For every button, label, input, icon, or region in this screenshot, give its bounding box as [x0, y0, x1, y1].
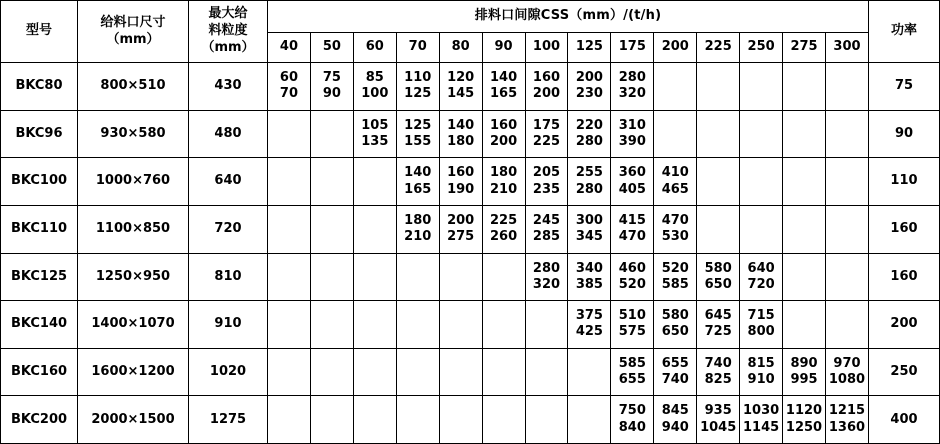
cell-capacity-empty	[825, 205, 868, 253]
cell-feed-opening: 1000×760	[78, 158, 189, 206]
cell-model: BKC80	[1, 63, 78, 111]
cell-capacity-empty	[396, 301, 439, 349]
capacity-min: 85	[365, 70, 384, 86]
cell-power: 90	[869, 110, 940, 158]
capacity-max: 180	[447, 133, 475, 149]
capacity-min: 255	[575, 165, 603, 181]
cell-power: 110	[869, 158, 940, 206]
cell-capacity	[525, 110, 568, 158]
capacity-min: 140	[490, 70, 518, 86]
capacity-min: 470	[661, 212, 689, 228]
header-css-200: 200	[654, 33, 697, 63]
capacity-max: 1080	[828, 372, 866, 388]
capacity-min: 970	[833, 355, 861, 371]
capacity-min: 205	[532, 165, 561, 181]
table-row	[1, 158, 940, 206]
cell-capacity	[568, 205, 611, 253]
capacity-min: 200	[447, 212, 475, 228]
cell-capacity	[697, 253, 740, 301]
cell-max-feed-size: 1275	[189, 396, 268, 444]
cell-feed-opening: 1100×850	[78, 205, 189, 253]
table-row	[1, 110, 940, 158]
capacity-max: 740	[661, 372, 689, 388]
capacity-min: 845	[661, 403, 689, 419]
cell-capacity	[396, 110, 439, 158]
capacity-min: 1215	[828, 403, 866, 419]
cell-capacity-empty	[482, 396, 525, 444]
cell-capacity-empty	[783, 63, 826, 111]
cell-capacity	[396, 205, 439, 253]
cell-capacity-empty	[310, 205, 353, 253]
capacity-min: 340	[575, 260, 603, 276]
capacity-max: 650	[704, 276, 732, 292]
cell-capacity	[310, 63, 353, 111]
capacity-min: 160	[532, 70, 561, 86]
capacity-min: 645	[704, 308, 732, 324]
table-body	[1, 63, 940, 444]
cell-capacity-empty	[439, 301, 482, 349]
cell-feed-opening: 930×580	[78, 110, 189, 158]
capacity-min: 180	[404, 212, 432, 228]
cell-feed-opening: 1600×1200	[78, 348, 189, 396]
cell-capacity	[353, 110, 396, 158]
cell-capacity	[654, 205, 697, 253]
capacity-min: 105	[361, 117, 389, 133]
cell-capacity-empty	[268, 396, 311, 444]
capacity-min: 310	[618, 117, 646, 133]
cell-capacity-empty	[310, 301, 353, 349]
cell-capacity-empty	[268, 348, 311, 396]
header-css-275: 275	[783, 33, 826, 63]
cell-capacity	[482, 205, 525, 253]
cell-capacity-empty	[783, 158, 826, 206]
capacity-min: 655	[661, 355, 689, 371]
cell-capacity	[396, 63, 439, 111]
cell-capacity-empty	[353, 348, 396, 396]
capacity-min: 750	[618, 403, 646, 419]
capacity-min: 140	[404, 165, 432, 181]
capacity-min: 300	[575, 212, 603, 228]
cell-capacity-empty	[783, 205, 826, 253]
cell-capacity-empty	[568, 348, 611, 396]
cell-max-feed-size: 720	[189, 205, 268, 253]
capacity-max: 585	[661, 276, 689, 292]
capacity-max: 320	[618, 86, 646, 102]
capacity-min: 715	[747, 308, 775, 324]
capacity-min: 1030	[743, 403, 780, 419]
capacity-max: 90	[322, 86, 341, 102]
header-css-100: 100	[525, 33, 568, 63]
cell-capacity-empty	[268, 205, 311, 253]
capacity-max: 280	[575, 181, 603, 197]
cell-capacity	[740, 253, 783, 301]
cell-capacity-empty	[353, 158, 396, 206]
cell-capacity-empty	[353, 205, 396, 253]
capacity-max: 165	[490, 86, 518, 102]
header-feed-opening-line2: （mm）	[106, 31, 160, 47]
cell-capacity	[654, 158, 697, 206]
capacity-min: 1120	[785, 403, 823, 419]
cell-capacity	[611, 301, 654, 349]
cell-capacity-empty	[525, 396, 568, 444]
capacity-max: 1360	[828, 419, 866, 435]
cell-capacity-empty	[482, 253, 525, 301]
cell-max-feed-size: 430	[189, 63, 268, 111]
capacity-max: 165	[404, 181, 432, 197]
capacity-max: 650	[661, 324, 689, 340]
header-feed-opening-line1: 给料口尺寸	[100, 14, 166, 30]
cell-capacity	[439, 205, 482, 253]
capacity-max: 390	[618, 133, 646, 149]
cell-capacity	[525, 158, 568, 206]
capacity-max: 655	[618, 372, 646, 388]
cell-capacity-empty	[740, 158, 783, 206]
capacity-max: 70	[279, 86, 298, 102]
cell-capacity-empty	[697, 63, 740, 111]
cell-capacity	[825, 348, 868, 396]
cell-capacity	[439, 110, 482, 158]
cell-model: BKC140	[1, 301, 78, 349]
cell-power: 200	[869, 301, 940, 349]
capacity-max: 995	[790, 372, 818, 388]
capacity-max: 1250	[785, 419, 823, 435]
cell-capacity-empty	[697, 205, 740, 253]
cell-model: BKC110	[1, 205, 78, 253]
capacity-min: 510	[618, 308, 646, 324]
cell-capacity-empty	[353, 396, 396, 444]
cell-capacity	[482, 110, 525, 158]
capacity-max: 940	[661, 419, 689, 435]
capacity-max: 520	[618, 276, 646, 292]
cell-capacity-empty	[268, 301, 311, 349]
header-css-225: 225	[697, 33, 740, 63]
cell-capacity-empty	[310, 110, 353, 158]
capacity-max: 910	[747, 372, 775, 388]
table-row	[1, 205, 940, 253]
cell-capacity-empty	[268, 253, 311, 301]
header-css-125: 125	[568, 33, 611, 63]
cell-capacity-empty	[740, 63, 783, 111]
capacity-min: 200	[575, 70, 603, 86]
cell-capacity	[740, 301, 783, 349]
capacity-max: 825	[704, 372, 732, 388]
cell-capacity-empty	[353, 253, 396, 301]
cell-capacity-empty	[697, 158, 740, 206]
capacity-max: 1145	[743, 419, 780, 435]
capacity-max: 210	[404, 229, 432, 245]
cell-capacity-empty	[310, 348, 353, 396]
capacity-min: 280	[618, 70, 646, 86]
capacity-max: 405	[618, 181, 646, 197]
cell-model: BKC96	[1, 110, 78, 158]
cell-power: 400	[869, 396, 940, 444]
capacity-max: 720	[747, 276, 775, 292]
cell-model: BKC100	[1, 158, 78, 206]
capacity-max: 530	[661, 229, 689, 245]
capacity-max: 190	[447, 181, 475, 197]
capacity-max: 320	[532, 276, 561, 292]
cell-capacity-empty	[825, 301, 868, 349]
header-css-80: 80	[439, 33, 482, 63]
capacity-max: 235	[532, 181, 561, 197]
capacity-min: 520	[661, 260, 689, 276]
capacity-max: 125	[404, 86, 432, 102]
cell-capacity-empty	[825, 253, 868, 301]
cell-capacity-empty	[439, 396, 482, 444]
capacity-min: 935	[704, 403, 732, 419]
cell-capacity	[611, 63, 654, 111]
capacity-min: 225	[490, 212, 518, 228]
cell-capacity-empty	[783, 253, 826, 301]
cell-capacity	[611, 348, 654, 396]
header-css-group: 排料口间隙CSS（mm）/(t/h)	[268, 1, 869, 33]
capacity-min: 640	[747, 260, 775, 276]
cell-capacity	[568, 253, 611, 301]
capacity-max: 840	[618, 419, 646, 435]
header-row-primary	[1, 1, 940, 33]
cell-capacity	[353, 63, 396, 111]
cell-capacity	[654, 301, 697, 349]
capacity-max: 135	[361, 133, 389, 149]
cell-capacity-empty	[439, 348, 482, 396]
capacity-max: 100	[361, 86, 389, 102]
cell-capacity-empty	[482, 348, 525, 396]
cell-capacity	[439, 63, 482, 111]
cell-capacity-empty	[825, 110, 868, 158]
cell-capacity-empty	[654, 110, 697, 158]
table-header	[1, 1, 940, 63]
capacity-max: 200	[490, 133, 518, 149]
header-css-40: 40	[268, 33, 311, 63]
cell-capacity-empty	[353, 301, 396, 349]
capacity-max: 280	[575, 133, 603, 149]
capacity-min: 220	[575, 117, 603, 133]
cell-capacity	[740, 396, 783, 444]
cell-model: BKC160	[1, 348, 78, 396]
cell-model: BKC125	[1, 253, 78, 301]
capacity-max: 470	[618, 229, 646, 245]
capacity-max: 800	[747, 324, 775, 340]
table-row	[1, 396, 940, 444]
cell-capacity	[568, 158, 611, 206]
capacity-max: 725	[704, 324, 732, 340]
cell-power: 250	[869, 348, 940, 396]
cell-capacity-empty	[525, 301, 568, 349]
cell-capacity	[525, 253, 568, 301]
cell-capacity-empty	[396, 348, 439, 396]
capacity-min: 415	[618, 212, 646, 228]
cell-capacity	[825, 396, 868, 444]
cell-max-feed-size: 1020	[189, 348, 268, 396]
header-model: 型号	[1, 1, 78, 63]
cell-capacity	[611, 205, 654, 253]
capacity-max: 260	[490, 229, 518, 245]
capacity-max: 145	[447, 86, 475, 102]
capacity-max: 285	[532, 229, 561, 245]
capacity-max: 275	[447, 229, 475, 245]
cell-capacity-empty	[310, 253, 353, 301]
cell-capacity	[654, 396, 697, 444]
capacity-min: 580	[661, 308, 689, 324]
cell-capacity	[611, 110, 654, 158]
capacity-min: 120	[447, 70, 475, 86]
cell-capacity	[525, 205, 568, 253]
capacity-min: 180	[490, 165, 518, 181]
cell-capacity	[568, 110, 611, 158]
cell-capacity	[611, 158, 654, 206]
header-css-60: 60	[353, 33, 396, 63]
header-feed-opening	[78, 1, 189, 63]
table-row	[1, 301, 940, 349]
cell-max-feed-size: 640	[189, 158, 268, 206]
cell-capacity-empty	[740, 110, 783, 158]
header-css-250: 250	[740, 33, 783, 63]
cell-capacity	[740, 348, 783, 396]
cell-max-feed-size: 480	[189, 110, 268, 158]
cell-capacity	[482, 63, 525, 111]
capacity-min: 245	[532, 212, 561, 228]
capacity-min: 60	[279, 70, 298, 86]
cell-capacity-empty	[268, 158, 311, 206]
header-css-70: 70	[396, 33, 439, 63]
capacity-min: 160	[447, 165, 475, 181]
capacity-max: 225	[532, 133, 561, 149]
cell-capacity-empty	[783, 110, 826, 158]
cell-capacity	[482, 158, 525, 206]
capacity-min: 125	[404, 117, 432, 133]
cell-capacity	[568, 301, 611, 349]
cell-capacity	[783, 396, 826, 444]
cell-power: 160	[869, 253, 940, 301]
capacity-min: 110	[404, 70, 432, 86]
cell-capacity	[654, 253, 697, 301]
capacity-max: 210	[490, 181, 518, 197]
table-row	[1, 253, 940, 301]
cell-capacity	[697, 348, 740, 396]
cell-capacity	[783, 348, 826, 396]
capacity-min: 375	[575, 308, 603, 324]
capacity-min: 140	[447, 117, 475, 133]
cell-capacity-empty	[825, 158, 868, 206]
cell-model: BKC200	[1, 396, 78, 444]
capacity-max: 155	[404, 133, 432, 149]
capacity-min: 360	[618, 165, 646, 181]
cell-max-feed-size: 810	[189, 253, 268, 301]
capacity-min: 175	[532, 117, 561, 133]
table-row	[1, 348, 940, 396]
capacity-min: 815	[747, 355, 775, 371]
cell-feed-opening: 2000×1500	[78, 396, 189, 444]
cell-capacity	[697, 396, 740, 444]
cell-max-feed-size: 910	[189, 301, 268, 349]
capacity-min: 460	[618, 260, 646, 276]
capacity-max: 345	[575, 229, 603, 245]
cell-capacity	[268, 63, 311, 111]
cell-capacity-empty	[568, 396, 611, 444]
capacity-min: 280	[532, 260, 561, 276]
capacity-max: 465	[661, 181, 689, 197]
cell-feed-opening: 1250×950	[78, 253, 189, 301]
header-css-50: 50	[310, 33, 353, 63]
cell-capacity-empty	[439, 253, 482, 301]
capacity-min: 75	[322, 70, 341, 86]
cell-capacity	[611, 253, 654, 301]
cell-capacity-empty	[525, 348, 568, 396]
header-max-feed-size	[189, 1, 268, 63]
cell-capacity-empty	[825, 63, 868, 111]
capacity-max: 385	[575, 276, 603, 292]
cell-capacity-empty	[654, 63, 697, 111]
cell-capacity	[396, 158, 439, 206]
capacity-max: 1045	[700, 419, 737, 435]
header-max-feed-line1: 最大给	[208, 6, 248, 22]
cell-capacity-empty	[268, 110, 311, 158]
capacity-max: 200	[532, 86, 561, 102]
header-max-feed-line2: 料粒度	[208, 23, 248, 39]
table-row	[1, 63, 940, 111]
capacity-min: 585	[618, 355, 646, 371]
header-css-90: 90	[482, 33, 525, 63]
cell-capacity-empty	[310, 396, 353, 444]
capacity-min: 410	[661, 165, 689, 181]
cell-capacity	[611, 396, 654, 444]
cell-capacity	[439, 158, 482, 206]
capacity-min: 580	[704, 260, 732, 276]
cell-capacity-empty	[396, 253, 439, 301]
cell-capacity	[525, 63, 568, 111]
cell-feed-opening: 1400×1070	[78, 301, 189, 349]
cell-power: 75	[869, 63, 940, 111]
header-max-feed-line3: （mm）	[201, 39, 255, 55]
cell-capacity	[697, 301, 740, 349]
capacity-min: 890	[790, 355, 818, 371]
capacity-min: 740	[704, 355, 732, 371]
cell-power: 160	[869, 205, 940, 253]
cell-capacity-empty	[482, 301, 525, 349]
cell-capacity	[568, 63, 611, 111]
header-css-175: 175	[611, 33, 654, 63]
capacity-min: 160	[490, 117, 518, 133]
cell-feed-opening: 800×510	[78, 63, 189, 111]
cell-capacity	[654, 348, 697, 396]
header-power: 功率	[869, 1, 940, 63]
cell-capacity-empty	[697, 110, 740, 158]
capacity-max: 230	[575, 86, 603, 102]
cell-capacity-empty	[740, 205, 783, 253]
cell-capacity-empty	[396, 396, 439, 444]
header-css-300: 300	[825, 33, 868, 63]
cell-capacity-empty	[310, 158, 353, 206]
cell-capacity-empty	[783, 301, 826, 349]
capacity-max: 575	[618, 324, 646, 340]
capacity-max: 425	[575, 324, 603, 340]
